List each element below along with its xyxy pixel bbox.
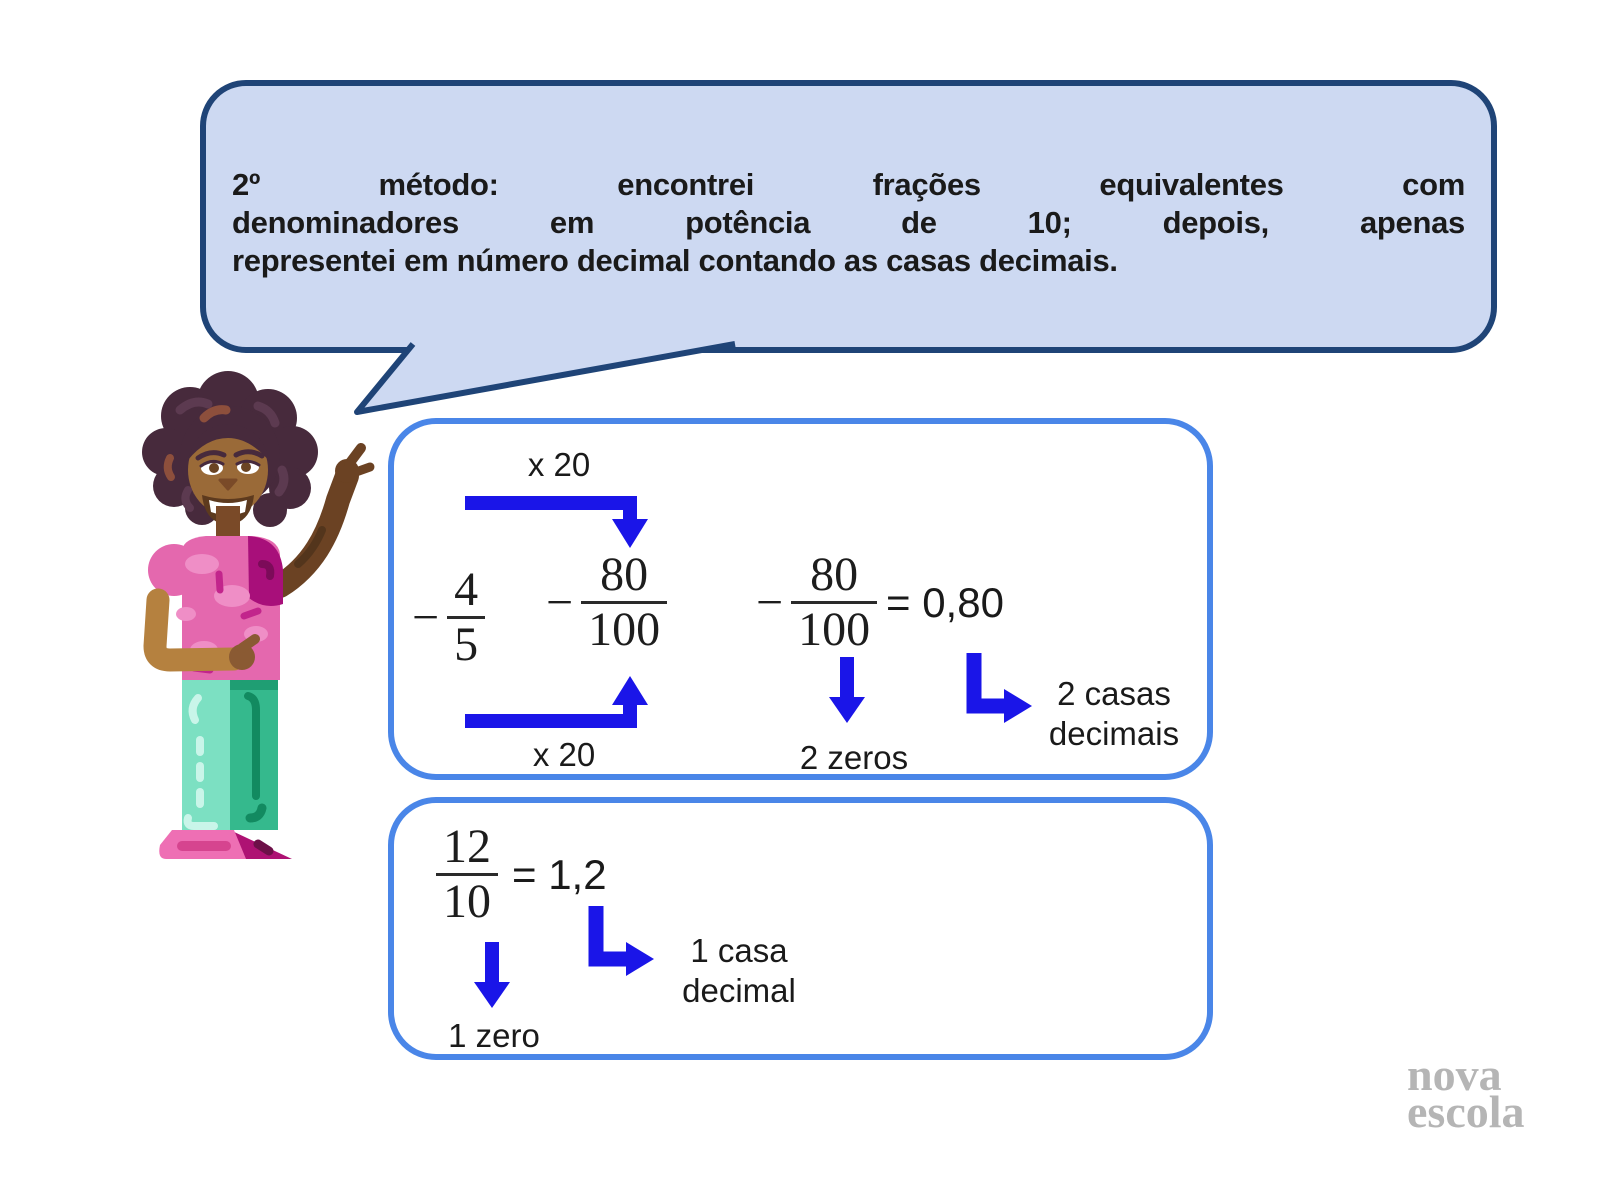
decimal-places-note-line1: 1 casa (690, 932, 788, 969)
decimal-places-note-line1: 2 casas (1057, 675, 1171, 712)
zeros-count-arrow-icon (472, 942, 512, 1012)
denominator: 100 (798, 603, 871, 656)
numerator: 80 (810, 548, 859, 601)
denominator: 5 (454, 618, 479, 671)
logo-line-2: escola (1407, 1086, 1525, 1137)
denominator: 100 (588, 603, 661, 656)
decimal-places-note-line2: decimais (1048, 715, 1180, 752)
minus-sign: − (546, 576, 574, 629)
decimal-equation: = 1,2 (512, 851, 607, 898)
numerator: 80 (600, 548, 649, 601)
zeros-count-arrow-icon (827, 657, 867, 727)
multiplier-label-bottom: x 20 (532, 736, 596, 773)
numerator: 4 (454, 563, 479, 616)
fraction-equivalent (546, 549, 667, 656)
zeros-note: 1 zero (448, 1017, 540, 1054)
speech-line-2: denominadores em potência de 10; depois, apenas (232, 205, 1465, 240)
fraction-original (412, 564, 485, 671)
decimal-equation: = 0,80 (886, 579, 1004, 626)
speech-line-1: 2º método: encontrei frações equivalentes com (232, 167, 1465, 202)
nova-escola-logo (1407, 1049, 1525, 1137)
numerator: 12 (443, 820, 491, 873)
fraction-result (756, 549, 877, 656)
decimal-places-note (649, 931, 829, 1011)
speech-line-3: representei em número decimal contando as casas decimais. (232, 243, 1118, 278)
decimal-places-note-line2: decimal (682, 972, 796, 1009)
decimal-places-note (1024, 674, 1204, 754)
zeros-note: 2 zeros (799, 739, 909, 776)
fraction-twelve-tenths (436, 821, 498, 928)
speech-bubble-text (232, 166, 1465, 280)
minus-sign: − (756, 576, 784, 629)
teacher-character-illustration (130, 368, 380, 863)
minus-sign: − (412, 591, 440, 644)
multiplier-label-top: x 20 (527, 446, 591, 483)
multiply-arrow-bottom-icon (454, 660, 654, 740)
logo-line-1: nova (1407, 1049, 1502, 1100)
method-box-equivalent-fraction (388, 418, 1213, 780)
method-box-twelve-tenths (388, 797, 1213, 1060)
speech-bubble (200, 80, 1497, 353)
denominator: 10 (443, 875, 491, 928)
speech-bubble-tail (330, 339, 760, 425)
